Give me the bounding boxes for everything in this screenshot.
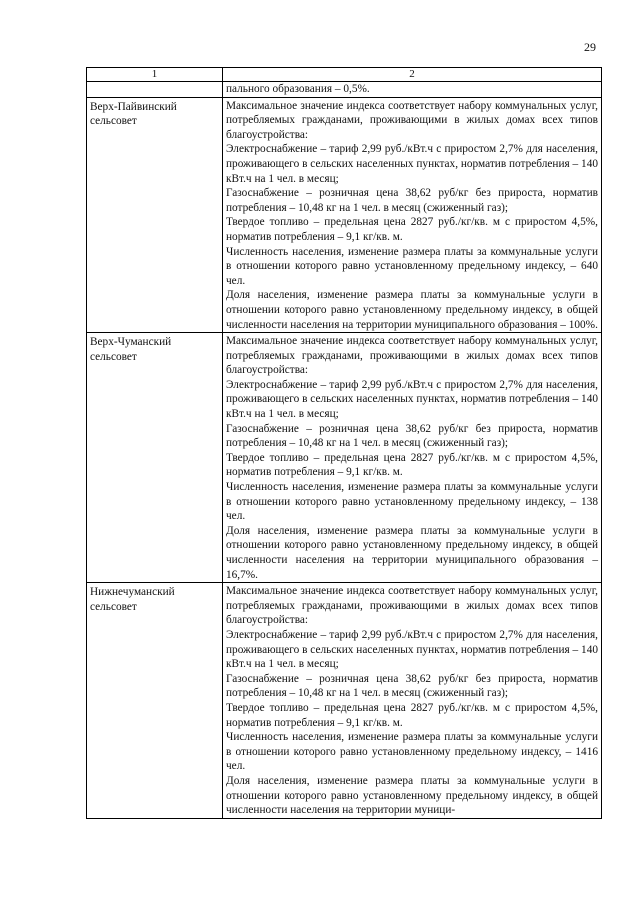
table-header-row: [87, 68, 602, 82]
continuation-name-cell: [87, 82, 223, 98]
municipality-name: Нижнечуманский сельсовет: [87, 583, 223, 819]
paragraph-summary: Максимальное значение индекса соответствует набору коммунальных услуг, потребляемых гражданами, проживающими в жилых домах всех типов благоустройства:: [226, 585, 598, 627]
paragraph-summary: Максимальное значение индекса соответствует набору коммунальных услуг, потребляемых гражданами, проживающими в жилых домах всех типов благоустройства:: [226, 99, 598, 141]
paragraph-electricity: Электроснабжение – тариф 2,99 руб./кВт.ч с приростом 2,7% для населения, проживающего в сельских населенных пунктах, норматив потребления – 140 кВт.ч на 1 чел. в месяц;: [226, 378, 598, 421]
paragraph-gas: Газоснабжение – розничная цена 38,62 руб/кг без прироста, норматив потребления – 10,48 кг на 1 чел. в месяц (сжиженный газ);: [226, 422, 598, 450]
paragraph-gas: Газоснабжение – розничная цена 38,62 руб/кг без прироста, норматив потребления – 10,48 кг на 1 чел. в месяц (сжиженный газ);: [226, 672, 598, 700]
paragraph-electricity: Электроснабжение – тариф 2,99 руб./кВт.ч с приростом 2,7% для населения, проживающего в сельских населенных пунктах, норматив потребления – 140 кВт.ч на 1 чел. в месяц;: [226, 628, 598, 671]
table-row: [87, 97, 602, 333]
column-header-2: 2: [223, 68, 602, 82]
column-header-1: 1: [87, 68, 223, 82]
page-number: 29: [584, 40, 596, 54]
table-row: [87, 333, 602, 583]
index-description-cell: [223, 583, 602, 819]
index-table: [86, 67, 602, 819]
municipality-name: Верх-Чуманский сельсовет: [87, 333, 223, 583]
paragraph-population-share: Доля населения, изменение размера платы за коммунальные услуги в отношении которого равно установленному предельному индексу, в общей численности населения на территории муниципального образования – 100%.: [226, 289, 598, 331]
paragraph-solid-fuel: Твердое топливо – предельная цена 2827 руб./кг/кв. м с приростом 4,5%, норматив потребления – 9,1 кг/кв. м.: [226, 451, 598, 479]
paragraph-population-count: Численность населения, изменение размера платы за коммунальные услуги в отношении которого равно установленному предельному индексу, – 138 чел.: [226, 481, 598, 523]
paragraph-solid-fuel: Твердое топливо – предельная цена 2827 руб./кг/кв. м с приростом 4,5%, норматив потребления – 9,1 кг/кв. м.: [226, 216, 598, 243]
paragraph-solid-fuel: Твердое топливо – предельная цена 2827 руб./кг/кв. м с приростом 4,5%, норматив потребления – 9,1 кг/кв. м.: [226, 701, 598, 729]
paragraph-population-count: Численность населения, изменение размера платы за коммунальные услуги в отношении которого равно установленному предельному индексу, – 640 чел.: [226, 245, 598, 287]
paragraph-electricity: Электроснабжение – тариф 2,99 руб./кВт.ч с приростом 2,7% для населения, проживающего в сельских населенных пунктах, норматив потребления – 140 кВт.ч на 1 чел. в месяц;: [226, 143, 598, 185]
continuation-text: пального образования – 0,5%.: [223, 82, 602, 98]
continuation-row: [87, 82, 602, 98]
paragraph-gas: Газоснабжение – розничная цена 38,62 руб/кг без прироста, норматив потребления – 10,48 кг на 1 чел. в месяц (сжиженный газ);: [226, 187, 598, 214]
table-row: [87, 583, 602, 819]
index-description-cell: [223, 333, 602, 583]
paragraph-summary: Максимальное значение индекса соответствует набору коммунальных услуг, потребляемых гражданами, проживающими в жилых домах всех типов благоустройства:: [226, 335, 598, 377]
paragraph-population-share: Доля населения, изменение размера платы за коммунальные услуги в отношении которого равно установленному предельному индексу, в общей численности населения на территории муниципального образования – 16,7%.: [226, 524, 598, 581]
paragraph-population-share: Доля населения, изменение размера платы за коммунальные услуги в отношении которого равно установленному предельному индексу, в общей численности населения на территории муници-: [226, 774, 598, 817]
index-description-cell: [223, 97, 602, 333]
paragraph-population-count: Численность населения, изменение размера платы за коммунальные услуги в отношении которого равно установленному предельному индексу, – 1416 чел.: [226, 731, 598, 773]
municipality-name: Верх-Пайвинский сельсовет: [87, 97, 223, 333]
